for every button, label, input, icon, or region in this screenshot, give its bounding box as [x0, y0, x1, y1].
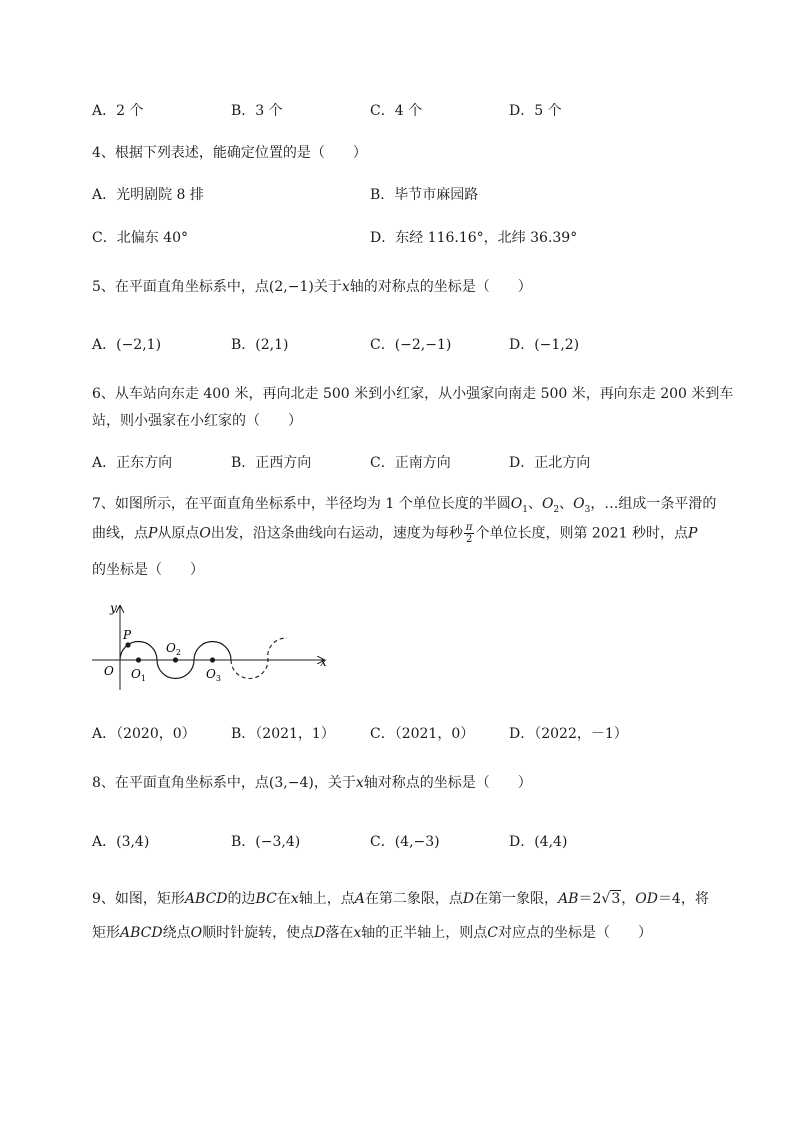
q4-stem: 4、根据下列表述，能确定位置的是（ ）: [92, 145, 367, 161]
q6-stem-line2: 站，则小强家在小红家的（ ）: [92, 413, 302, 429]
q3-option-b[interactable]: B．3 个: [231, 103, 283, 119]
q4-option-d[interactable]: D．东经 116.16°，北纬 36.39°: [370, 230, 578, 246]
q6-option-c[interactable]: C．正南方向: [370, 455, 451, 471]
point-p: [125, 642, 130, 647]
dashed-curve: [231, 638, 287, 679]
q4-option-b[interactable]: B．毕节市麻园路: [370, 187, 479, 203]
q9-stem-line1: 9、如图，矩形ABCD的边BC在x轴上，点A在第二象限，点D在第一象限，AB＝2√3，OD＝4，将: [92, 891, 709, 907]
q4-option-a[interactable]: A．光明剧院 8 排: [92, 187, 204, 203]
pi-over-2-fraction: $\frac{\pi}{2}$: [465, 522, 473, 545]
q5-point: (2,−1): [268, 279, 314, 295]
q9-stem-line2: 矩形ABCD绕点O顺时针旋转，使点D落在x轴的正半轴上，则点C对应点的坐标是（ ）: [92, 925, 652, 941]
q3-option-d[interactable]: D．5 个: [509, 103, 562, 119]
label-o1: $O_1$: [131, 667, 146, 683]
point-o2: [173, 657, 178, 662]
q8-point: (3,−4): [268, 775, 314, 791]
q6-option-b[interactable]: B．正西方向: [231, 455, 312, 471]
q7-stem-line3: 的坐标是（ ）: [92, 562, 204, 578]
q8-option-a[interactable]: A．(3,4): [92, 834, 150, 850]
q7-option-b[interactable]: B．（2021，1）: [231, 726, 335, 742]
q5-option-c[interactable]: C．(−2,−1): [370, 337, 452, 353]
label-x: x: [320, 655, 327, 669]
q6-option-d[interactable]: D．正北方向: [509, 455, 591, 471]
point-o3: [210, 657, 215, 662]
q7-stem-line1: 7、如图所示，在平面直角坐标系中，半径均为 1 个单位长度的半圆$O_1$、$O_2$、$O_3$，…组成一条平滑的: [92, 496, 717, 515]
q5-option-b[interactable]: B．(2,1): [231, 337, 289, 353]
q4-option-c[interactable]: C．北偏东 40°: [92, 230, 188, 246]
q8-option-b[interactable]: B．(−3,4): [231, 834, 301, 850]
q5-option-a[interactable]: A．(−2,1): [92, 337, 162, 353]
q3-option-c[interactable]: C．4 个: [370, 103, 423, 119]
label-o2: $O_2$: [166, 641, 181, 657]
q7-stem-line2: 曲线，点P从原点O出发，沿这条曲线向右运动，速度为每秒 $\frac{\pi}{2}$ 个单位长度，则第 2021 秒时，点P: [92, 522, 698, 545]
q8-option-c[interactable]: C．(4,−3): [370, 834, 440, 850]
q8-stem: 8、在平面直角坐标系中，点(3,−4)，关于x轴对称点的坐标是（ ）: [92, 775, 532, 791]
q8-option-d[interactable]: D．(4,4): [509, 834, 568, 850]
q3-option-a[interactable]: A．2 个: [92, 103, 144, 119]
q6-stem-line1: 6、从车站向东走 400 米，再向北走 500 米到小红家，从小强家向南走 500 米，再向东走 200 米到车: [92, 386, 734, 402]
q7-option-d[interactable]: D．（2022，－1）: [509, 726, 628, 742]
q7-option-c[interactable]: C．（2021，0）: [370, 726, 475, 742]
q5-option-d[interactable]: D．(−1,2): [509, 337, 580, 353]
q7-option-a[interactable]: A．（2020，0）: [92, 726, 196, 742]
label-p: P: [123, 628, 132, 642]
label-y: y: [110, 601, 117, 615]
q5-stem: 5、在平面直角坐标系中，点(2,−1)关于x轴的对称点的坐标是（ ）: [92, 279, 532, 295]
label-o3: $O_3$: [206, 667, 221, 683]
label-origin: O: [104, 664, 114, 678]
q6-option-a[interactable]: A．正东方向: [92, 455, 173, 471]
point-o1: [136, 657, 141, 662]
q7-semicircle-figure: [92, 600, 342, 690]
